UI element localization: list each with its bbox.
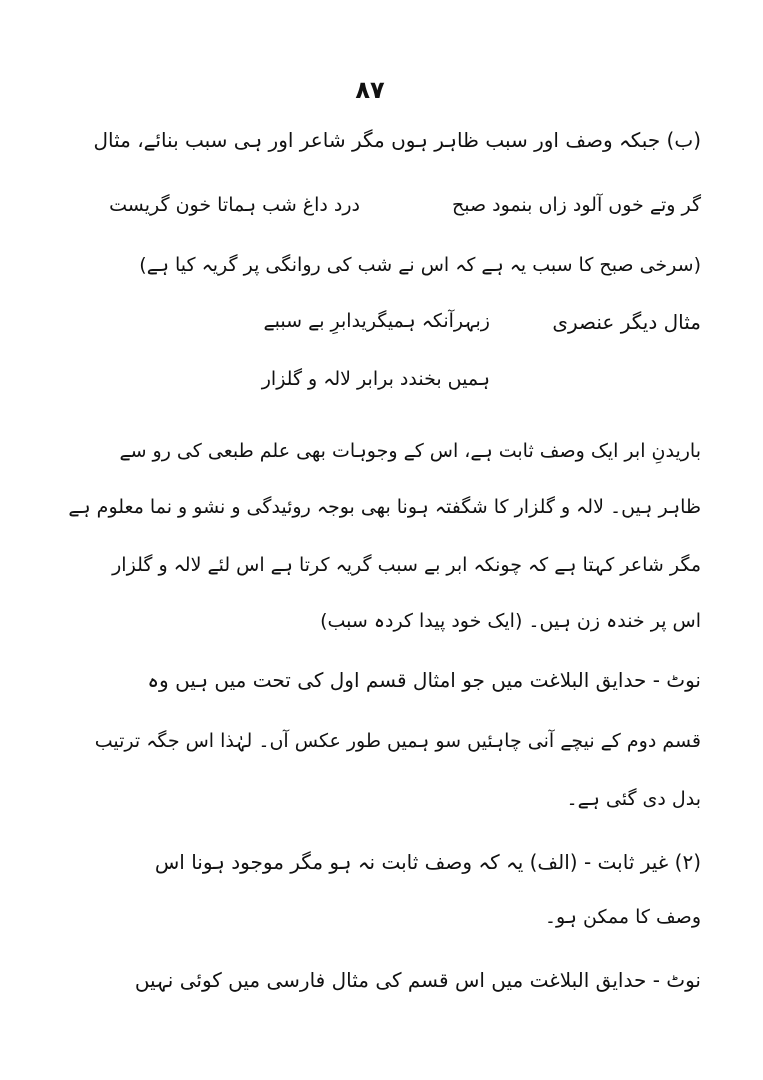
- text-line-1: (ب) جبکہ وصف اور سبب ظاہر ہوں مگر شاعر اور ہی سبب بنائے، مثال: [93, 128, 701, 152]
- note-line-2: قسم دوم کے نیچے آنی چاہئیں سو ہمیں طور عکس آں۔ لہٰذا اس جگہ ترتیب: [94, 730, 701, 752]
- paragraph-line-3: مگر شاعر کہتا ہے کہ چونکہ ابر بے سبب گریہ کرتا ہے اس لئے لالہ و گلزار: [112, 554, 701, 576]
- text-line-note-1: (سرخی صبح کا سبب یہ ہے کہ اس نے شب کی روانگی پر گریہ کیا ہے): [139, 254, 701, 276]
- verse-line-2b: ہمیں بخندد برابر لالہ و گلزار: [261, 368, 490, 390]
- section-heading-line: (۲) غیر ثابت - (الف) یہ کہ وصف ثابت نہ ہو مگر موجود ہونا اس: [154, 850, 701, 874]
- page-number: ٨٧: [355, 76, 385, 104]
- paragraph-line-1: باریدنِ ابر ایک وصف ثابت ہے، اس کے وجوہات بھی علم طبعی کی رو سے: [119, 440, 701, 462]
- section-line-2: وصف کا ممکن ہو۔: [544, 906, 701, 928]
- note-line-1: نوٹ - حدایق البلاغت میں جو امثال قسم اول کی تحت میں ہیں وہ: [147, 668, 701, 692]
- paragraph-line-4: اس پر خندہ زن ہیں۔ (ایک خود پیدا کردہ سبب): [320, 610, 701, 632]
- verse-line-2a: زبہرآنکہ ہمیگریدابرِ بے سببے: [263, 310, 490, 332]
- verse-line-1a: درد داغ شب ہماتا خون گریست: [109, 194, 360, 216]
- paragraph-line-2: ظاہر ہیں۔ لالہ و گلزار کا شگفتہ ہونا بھی بوجہ روئیدگی و نشو و نما معلوم ہے: [68, 496, 701, 518]
- verse-line-1b: گر وتے خوں آلود زاں بنمود صبح: [451, 194, 701, 216]
- example-heading: مثال دیگر عنصری: [552, 310, 701, 334]
- note-2-line: نوٹ - حدایق البلاغت میں اس قسم کی مثال فارسی میں کوئی نہیں: [134, 968, 701, 992]
- note-line-3: بدل دی گئی ہے۔: [566, 788, 701, 810]
